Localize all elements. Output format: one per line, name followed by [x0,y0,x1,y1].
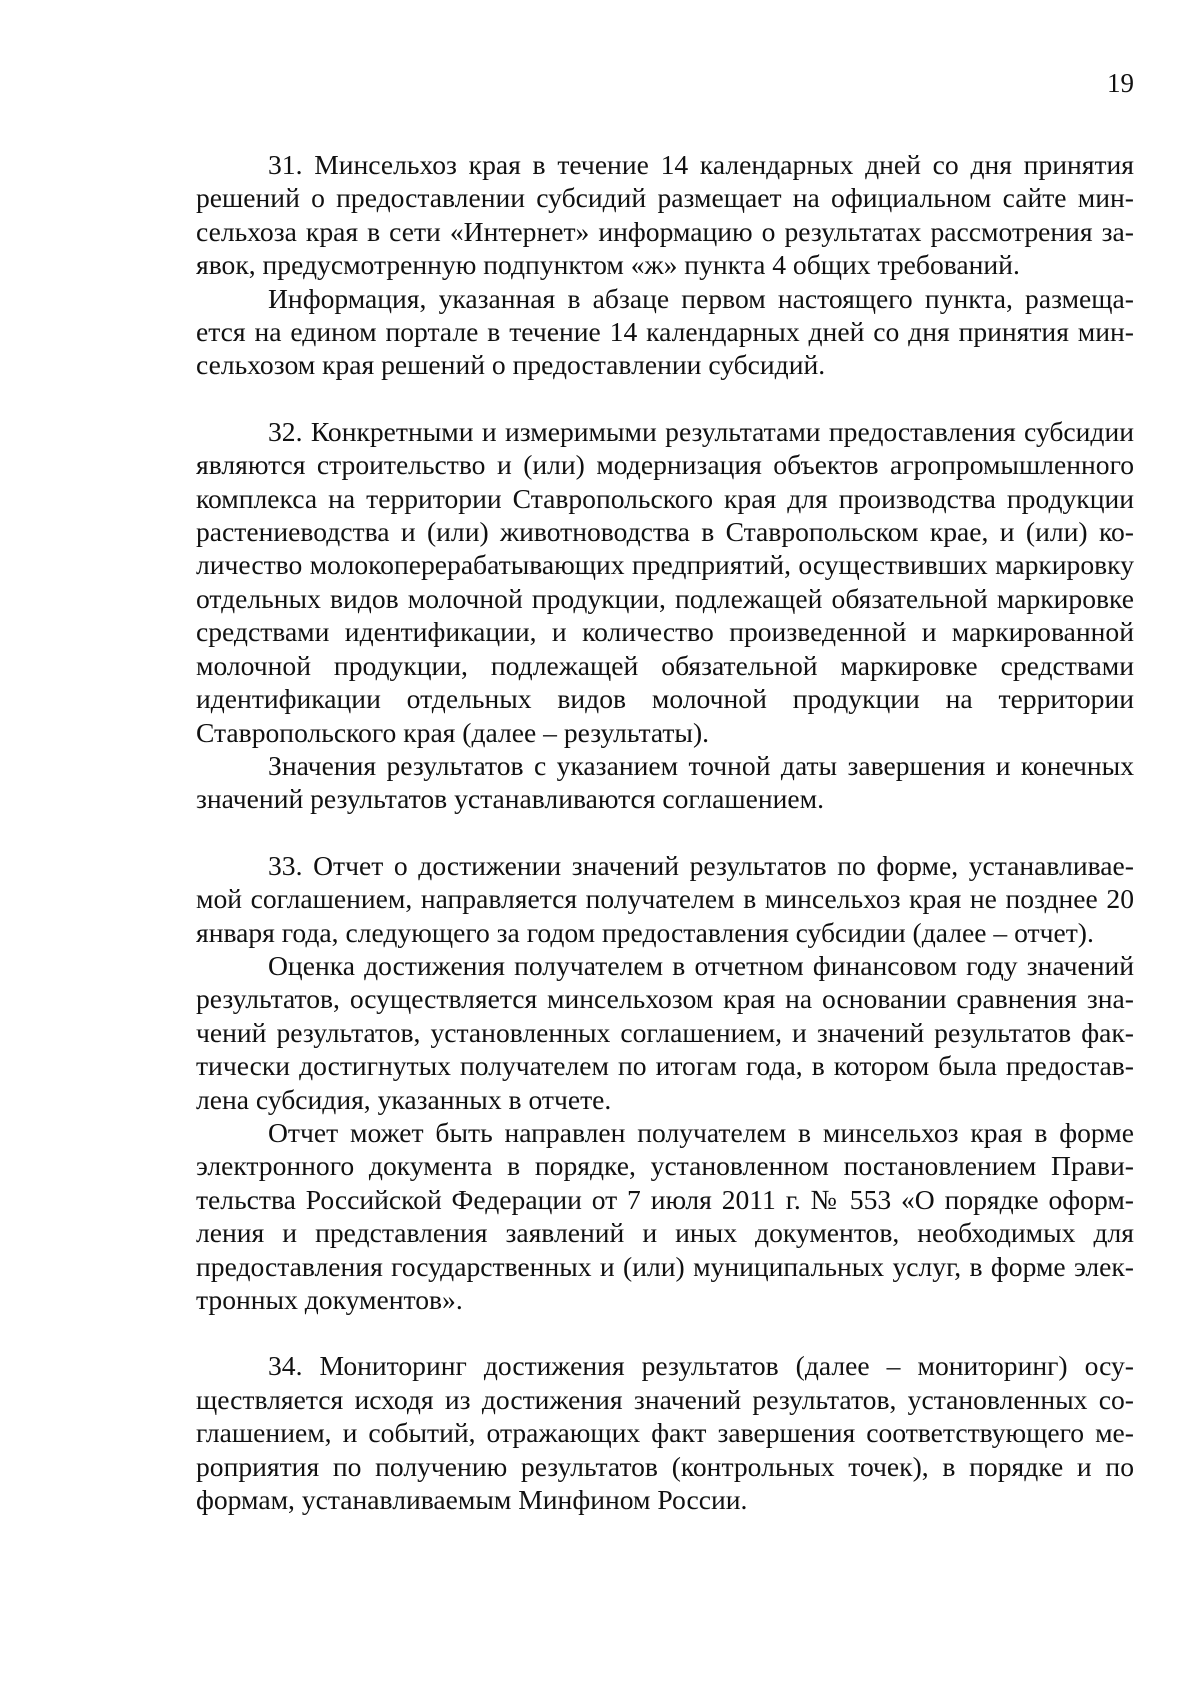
paragraph-33-assessment: Оценка достижения получателем в отчетном финансовом году значений результатов, осуществляется минсельхозом края на основании сравнения значений результатов, установленных соглашением, и значений результатов фактически достигнутых получателем по итогам года, в котором была предоставлена субсидия, указанных в отчете. [196,949,1134,1115]
paragraph-32: 32. Конкретными и измеримыми результатами предоставления субсидии являются строительство и (или) модернизация объектов агропромышленного комплекса на территории Ставропольского края для производства продукции растениеводства и (или) животноводства в Ставропольском крае, и (или) количество молокоперерабатывающих предприятий, осуществивших маркировку отдельных видов молочной продукции, подлежащей обязательной маркировке средствами идентификации, и количество произведенной и маркированной молочной продукции, подлежащей обязательной маркировке средствами идентификации отдельных видов молочной продукции на территории Ставропольского края (далее – результаты). [196,415,1134,748]
page-number: 19 [1107,68,1134,98]
paragraph-31-info: Информация, указанная в абзаце первом настоящего пункта, размещается на едином портале в течение 14 календарных дней со дня принятия минсельхозом края решений о предоставлении субсидий. [196,282,1134,381]
paragraph-32-values: Значения результатов с указанием точной даты завершения и конечных значений результатов устанавливаются соглашением. [196,749,1134,815]
paragraph-34: 34. Мониторинг достижения результатов (далее – мониторинг) осуществляется исходя из достижения значений результатов, установленных соглашением, и событий, отражающих факт завершения соответствующего мероприятия по получению результатов (контрольных точек), в порядке и по формам, устанавливаемым Минфином России. [196,1350,1134,1516]
paragraph-33: 33. Отчет о достижении значений результатов по форме, устанавливаемой соглашением, направляется получателем в минсельхоз края не позднее 20 января года, следующего за годом предоставления субсидии (далее – отчет). [196,849,1134,948]
paragraph-31: 31. Минсельхоз края в течение 14 календарных дней со дня принятия решений о предоставлении субсидий размещает на официальном сайте минсельхоза края в сети «Интернет» информацию о результатах рассмотрения заявок, предусмотренную подпунктом «ж» пункта 4 общих требований. [196,149,1134,281]
paragraph-33-electronic: Отчет может быть направлен получателем в минсельхоз края в форме электронного документа в порядке, установленном постановлением Правительства Российской Федерации от 7 июля 2011 г. № 553 «О порядке оформления и представления заявлений и иных документов, необходимых для предоставления государственных и (или) муниципальных услуг, в форме электронных документов». [196,1116,1134,1315]
document-body [196,148,1134,1516]
